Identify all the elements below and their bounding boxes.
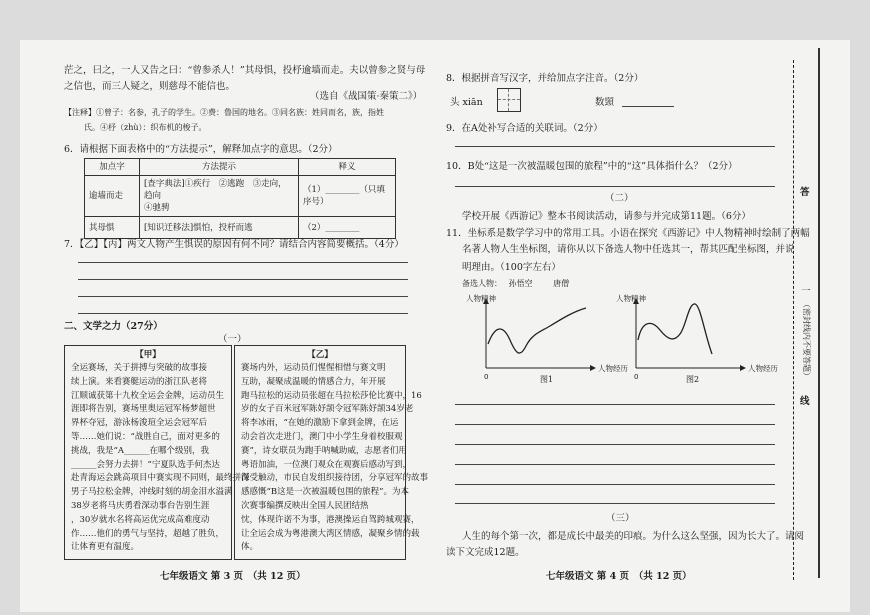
passage-yi-label: 【乙】 [307,350,333,360]
binding-mark-answer: 答 [800,187,810,198]
graph-2-origin: 0 [634,373,639,381]
yi-line: 体。 [241,542,259,553]
table-answer-1a: （1）________（只填 [303,185,385,195]
yi-line: 动会首次走进门，澳门中小学生身着校服观 [241,431,403,442]
jia-line: 作……他们的勇气与坚持，超越了胜负， [71,528,225,539]
yi-line: 跑马拉松的运动员张超在马拉松莎伦比赛中，16 [241,390,422,401]
jia-line: 涯即将告别，赛场里奥运冠军杨梦超世 [71,404,216,415]
notes-line1: 【注释】①曾子：名参，孔子的学生。②费：鲁国的地名。③同名族：姓同而名，族，指姓 [64,108,384,117]
binding-border-line [818,48,820,578]
candidates-row [462,278,569,290]
question-6: 6．请根据下面表格中的“方法提示”，解释加点字的意思。（2分） [64,144,338,155]
passage-source: （选自《战国策·秦策二》） [310,91,423,102]
jia-line: 续上演。来看赛艇运动的浙江队老将 [71,376,208,387]
section-3-line1: 人生的每个第一次，都是成长中最美的印痕。为什么这么坚强，因为长大了。请阅 [462,531,805,542]
graph-1-caption: 图1 [540,375,554,384]
question-8: 8．根据拼音写汉字，并给加点字注音。（2分） [446,73,644,84]
question-10: 10．B处“这是一次被温暖包围的旅程”中的“这”具体指什么？（2分） [446,161,738,172]
yi-line: 将李冰雨，“在她的激励下拿到金牌，在运 [241,418,399,429]
jia-line: 男子马拉松金牌，冲线时刻的胡金泪水溢满 [71,487,233,498]
table-word-1: 逾墙而走 [85,176,140,217]
jia-line: 挑战，我是“A______在哪个级别，我 [71,445,209,456]
table-hint-1 [140,176,299,217]
answer-line[interactable] [78,296,408,297]
yi-line: 岁的女子百米冠军陈妤颉令冠军陈妤颉34岁老 [241,404,414,415]
pinyin-writing-box[interactable] [497,88,521,112]
yi-line: 让全运会成为粤港澳大湾区情感，凝聚乡情的载 [241,528,420,539]
subsection-2: （二） [605,193,634,204]
graph-1-origin: 0 [484,373,489,381]
notes-line2: 氏。④杼（zhù）：织布机的梭子。 [84,123,207,132]
jia-line: ______会努力去拼！”宁夏队选手何杰达 [71,459,220,470]
jia-line: 38岁老将马庆勇看深动事台告别生涯 [71,500,210,511]
q11-line1: 11．坐标系是数学学习中的常用工具。小语在探究《西游记》中人物精神时绘制了两幅 [446,228,810,239]
graph-2-curve [638,304,712,354]
graph-2-x-arrow [740,365,746,371]
jia-line: 让体育更有温度。 [71,542,140,553]
graph-1-x-arrow [590,365,596,371]
table-hint-2: [知识迁移法]惧怕，投杼而逃 [140,217,299,239]
table-hint-1a: [查字典法]①疾行 ②逃跑 ③走向，趋向 [144,179,287,201]
graph-1 [462,292,628,384]
passage-jia-box [64,345,250,560]
passage-tail-line1: 茫之，曰之，一人又告之曰：“曾参杀人！”其母惧，投杼逾墙而走。夫以曾参之贤与母 [64,65,426,76]
table-answer-1b: 序号） [303,197,329,207]
yi-line: 深受触动，市民自发组织接待团，分享冠军的故事 [241,473,429,484]
answer-line[interactable] [455,503,775,504]
answer-line[interactable] [455,146,775,147]
table-header-word: 加点字 [85,159,140,176]
candidates-label: 备选人物： [462,279,502,288]
subsection-3: （三） [606,513,635,524]
answer-line[interactable] [455,464,775,465]
graph-2-caption: 图2 [686,375,700,384]
q8-pinyin-b: 数頸 [595,97,615,108]
graph-2-xlabel: 人物经历 [748,364,778,373]
answer-line[interactable] [78,313,408,314]
q8-answer-line[interactable] [622,106,674,107]
q11-line3: 明理由。（100字左右） [462,262,561,273]
section-3-line2: 读下文完成12题。 [446,547,525,558]
table-answer-2[interactable]: （2）________ [299,217,396,239]
jia-line: 等……她们说：“战胜自己，面对更多的 [71,431,220,442]
answer-line[interactable] [455,404,775,405]
answer-line[interactable] [78,262,408,263]
jia-line: 全运赛场，关于拼搏与突破的故事接 [71,363,208,373]
candidate-tang-seng: 唐僧 [553,279,570,288]
graph-1-curve [488,308,586,353]
q8-pinyin-a: 头 xiān [450,97,483,108]
table-header-answer: 释义 [299,159,396,176]
jia-line: 界杯夺冠，游泳杨浚瑄全运会冠军后 [71,418,208,429]
yi-line: 感感慨“B这是一次被温暖包围的旅程”。为本 [241,487,409,498]
yi-line: 互助，凝聚成温暖的情感合力，年开展 [241,376,386,387]
question-9: 9．在A处补写合适的关联词。（2分） [446,123,603,134]
binding-dashed-line [793,60,794,580]
question-7: 7．【乙】【丙】两文人物产生惧误的原因有何不同？请结合内容简要概括。（4分） [64,239,404,250]
binding-warning-text: （密封线内不要答题） [802,300,811,380]
answer-line[interactable] [78,279,408,280]
graph-2-ylabel: 人物精神 [616,294,646,303]
table-word-2: 其母惧 [85,217,140,239]
jia-line: 赴青海运会跳高项目中赛实现不同则，最终拼得 [71,473,250,484]
jia-line: 江顺诚获第十九枚全运会金牌，运动员生 [71,390,225,401]
answer-line[interactable] [455,424,775,425]
graph-1-ylabel: 人物精神 [466,294,496,303]
jia-line: ，30岁就水名将高运优完成高难度动 [71,514,210,525]
yi-line: 次赛事编撰反映出全国人民团结热 [241,500,369,511]
graph-2 [612,292,777,384]
answer-line[interactable] [455,186,775,187]
passage-jia-text [71,362,250,555]
answer-line[interactable] [455,444,775,445]
passage-jia-label: 【甲】 [135,350,161,360]
yi-line: 赛”，诗女联员为跑手呐喊助威，志愿者们用 [241,445,407,456]
yi-line: 赛场内外，运动员们惺惺相惜与赛文明 [241,363,386,373]
table-header-hint: 方法提示 [140,159,299,176]
q11-line2: 名著人物人生坐标图，请你从以下备选人物中任选其一，帮其匹配坐标图，并说 [462,244,795,255]
passage-yi-text [241,362,429,555]
right-footer: 七年级语文 第 4 页 （共 12 页） [546,571,692,582]
binding-mark-1: 一 [801,286,811,297]
table-hint-1b: ④驰骋 [144,203,170,213]
answer-line[interactable] [455,484,775,485]
table-answer-1[interactable] [299,176,396,217]
passage-tail-line2: 之信也，而三人疑之，则慈母不能信也。 [64,81,236,92]
yi-line: 粤语加油，一位澳门观众在观赛后感动写到， [241,459,412,470]
left-footer: 七年级语文 第 3 页 （共 12 页） [160,571,306,582]
subsection-1: （一） [218,334,247,345]
binding-mark-line: 线 [800,396,810,407]
passage-yi-box [234,345,429,560]
graph-1-xlabel: 人物经历 [598,364,628,373]
section-2-title: 二、文学之力（27分） [64,321,163,332]
yi-line: 忱，体现许诺不为事，港澳操运自驾跨城观赛， [241,514,420,525]
candidate-sun-wukong: 孙悟空 [508,279,533,288]
method-table [84,158,396,239]
q11-intro: 学校开展《西游记》整本书阅读活动，请参与并完成第11题。（6分） [462,211,751,222]
